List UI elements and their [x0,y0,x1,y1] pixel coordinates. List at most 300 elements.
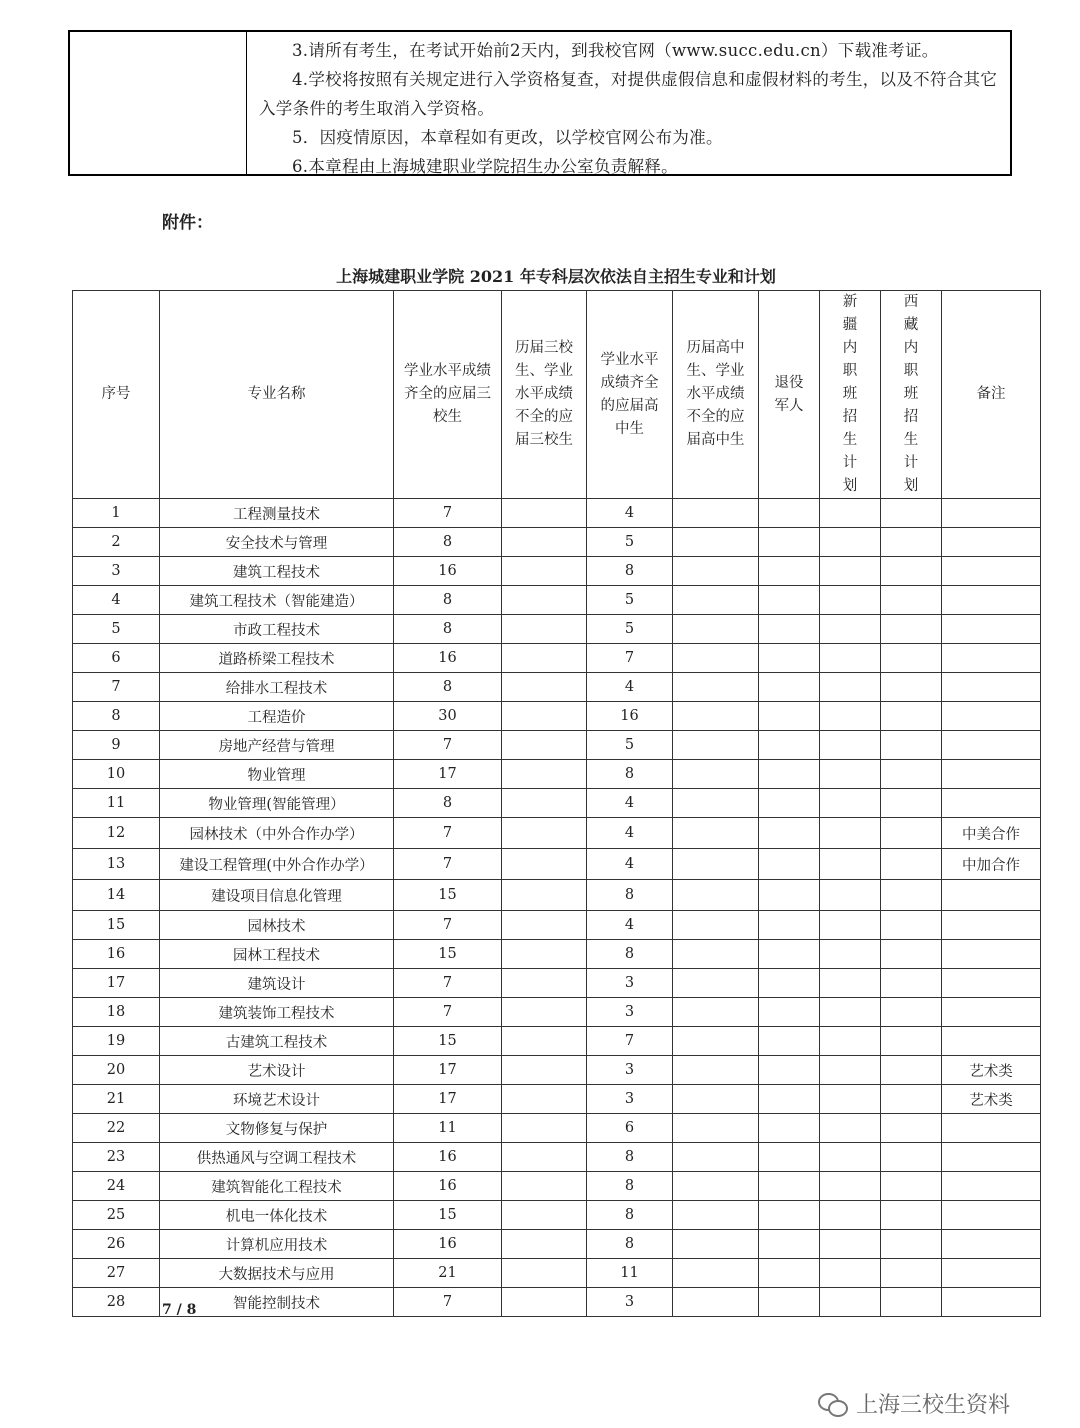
table-row [73,969,1041,998]
cell-note [942,1230,1041,1259]
cell-col-a: 8 [394,615,502,644]
cell-col-a: 7 [394,969,502,998]
table-row [73,1288,1041,1317]
cell-col-g [881,673,942,702]
cell-seq: 11 [73,789,160,818]
table-row [73,1201,1041,1230]
cell-col-a: 16 [394,644,502,673]
cell-col-f [820,499,881,528]
cell-col-a: 7 [394,818,502,849]
cell-col-a: 7 [394,998,502,1027]
cell-col-f [820,998,881,1027]
cell-col-c: 3 [587,998,673,1027]
cell-col-c: 4 [587,673,673,702]
cell-major: 建筑装饰工程技术 [160,998,394,1027]
cell-col-d [673,1027,759,1056]
header-col-e: 退役军人 [759,291,820,499]
cell-col-e [759,1230,820,1259]
cell-col-g [881,1201,942,1230]
cell-col-f [820,911,881,940]
cell-note [942,1114,1041,1143]
cell-col-c: 4 [587,789,673,818]
cell-note [942,557,1041,586]
cell-col-c: 5 [587,615,673,644]
cell-col-f [820,644,881,673]
cell-col-a: 16 [394,1172,502,1201]
cell-col-e [759,911,820,940]
cell-col-d [673,969,759,998]
cell-col-c: 8 [587,880,673,911]
cell-col-c: 3 [587,1056,673,1085]
table-row [73,528,1041,557]
cell-major: 工程测量技术 [160,499,394,528]
cell-col-a: 11 [394,1114,502,1143]
cell-col-c: 8 [587,1143,673,1172]
cell-major: 给排水工程技术 [160,673,394,702]
cell-col-c: 7 [587,1027,673,1056]
cell-major: 物业管理(智能管理） [160,789,394,818]
attachment-label: 附件： [162,213,213,233]
cell-col-a: 17 [394,760,502,789]
cell-col-d [673,702,759,731]
table-header-row [73,291,1041,499]
cell-col-e [759,1201,820,1230]
table-title: 上海城建职业学院 2021 年专科层次依法自主招生专业和计划 [336,267,776,286]
table-row [73,940,1041,969]
cell-major: 园林技术 [160,911,394,940]
table-row [73,1230,1041,1259]
cell-col-g [881,911,942,940]
header-col-f: 新疆内职班招生计划 [820,291,881,499]
cell-col-f [820,1172,881,1201]
cell-col-c: 3 [587,969,673,998]
cell-seq: 17 [73,969,160,998]
cell-col-b [502,1288,587,1317]
cell-col-e [759,1143,820,1172]
cell-col-f [820,586,881,615]
table-row [73,1172,1041,1201]
cell-seq: 27 [73,1259,160,1288]
watermark [818,1388,1010,1419]
cell-col-c: 5 [587,528,673,557]
cell-col-d [673,528,759,557]
cell-col-e [759,1056,820,1085]
cell-col-f [820,1230,881,1259]
cell-col-b [502,1172,587,1201]
cell-col-c: 3 [587,1288,673,1317]
cell-seq: 26 [73,1230,160,1259]
cell-col-g [881,789,942,818]
cell-col-f [820,731,881,760]
table-row [73,1143,1041,1172]
cell-note: 艺术类 [942,1056,1041,1085]
cell-col-a: 8 [394,586,502,615]
cell-col-f [820,789,881,818]
cell-major: 园林技术（中外合作办学） [160,818,394,849]
cell-col-b [502,615,587,644]
cell-note [942,1201,1041,1230]
cell-col-a: 30 [394,702,502,731]
notes-content [247,32,1010,174]
cell-col-b [502,586,587,615]
cell-seq: 25 [73,1201,160,1230]
cell-note [942,615,1041,644]
cell-col-d [673,849,759,880]
cell-col-a: 15 [394,940,502,969]
cell-col-f [820,969,881,998]
cell-major: 工程造价 [160,702,394,731]
cell-col-d [673,818,759,849]
cell-col-b [502,1259,587,1288]
cell-seq: 21 [73,1085,160,1114]
cell-col-b [502,760,587,789]
cell-col-d [673,615,759,644]
cell-col-f [820,557,881,586]
cell-major: 大数据技术与应用 [160,1259,394,1288]
cell-col-g [881,528,942,557]
cell-col-f [820,880,881,911]
note-5: 5．因疫情原因，本章程如有更改，以学校官网公布为准。 [292,128,723,147]
cell-col-g [881,940,942,969]
cell-note [942,731,1041,760]
cell-col-a: 15 [394,1201,502,1230]
cell-col-c: 8 [587,1230,673,1259]
cell-col-d [673,1230,759,1259]
cell-col-c: 8 [587,940,673,969]
cell-col-b [502,911,587,940]
cell-col-d [673,499,759,528]
cell-col-d [673,940,759,969]
cell-col-e [759,586,820,615]
cell-col-e [759,818,820,849]
cell-seq: 3 [73,557,160,586]
note-4: 4.学校将按照有关规定进行入学资格复查，对提供虚假信息和虚假材料的考生，以及不符合其它入学条件的考生取消入学资格。 [259,70,998,118]
header-major: 专业名称 [160,291,394,499]
cell-col-b [502,1201,587,1230]
cell-col-e [759,1172,820,1201]
cell-col-f [820,760,881,789]
table-row [73,849,1041,880]
cell-col-c: 8 [587,760,673,789]
table-row [73,760,1041,789]
cell-col-f [820,1143,881,1172]
table-row [73,1259,1041,1288]
cell-col-b [502,940,587,969]
cell-major: 市政工程技术 [160,615,394,644]
cell-col-g [881,731,942,760]
table-row [73,1056,1041,1085]
header-col-d: 历届高中生、学业水平成绩不全的应届高中生 [673,291,759,499]
cell-col-b [502,880,587,911]
cell-col-a: 15 [394,880,502,911]
header-col-a: 学业水平成绩齐全的应届三校生 [394,291,502,499]
cell-col-g [881,1259,942,1288]
cell-note [942,702,1041,731]
cell-major: 古建筑工程技术 [160,1027,394,1056]
cell-col-g [881,1143,942,1172]
cell-col-f [820,1201,881,1230]
cell-col-g [881,818,942,849]
cell-col-c: 5 [587,731,673,760]
cell-col-b [502,849,587,880]
cell-col-b [502,702,587,731]
cell-col-e [759,760,820,789]
cell-col-a: 7 [394,499,502,528]
table-row [73,1114,1041,1143]
cell-major: 建筑工程技术（智能建造） [160,586,394,615]
cell-col-d [673,911,759,940]
cell-col-d [673,1085,759,1114]
cell-col-f [820,818,881,849]
cell-col-c: 3 [587,1085,673,1114]
cell-col-d [673,998,759,1027]
cell-col-b [502,731,587,760]
cell-col-a: 15 [394,1027,502,1056]
cell-col-c: 8 [587,1201,673,1230]
cell-col-f [820,1027,881,1056]
cell-col-c: 8 [587,557,673,586]
cell-col-a: 16 [394,1230,502,1259]
cell-col-b [502,1230,587,1259]
cell-col-a: 21 [394,1259,502,1288]
cell-col-c: 4 [587,911,673,940]
cell-col-e [759,1085,820,1114]
cell-note [942,789,1041,818]
cell-col-d [673,731,759,760]
cell-note [942,880,1041,911]
cell-note [942,1288,1041,1317]
cell-col-a: 17 [394,1085,502,1114]
cell-col-g [881,1085,942,1114]
cell-col-d [673,1143,759,1172]
cell-col-g [881,1288,942,1317]
cell-col-e [759,1027,820,1056]
cell-major: 艺术设计 [160,1056,394,1085]
watermark-text: 上海三校生资料 [856,1393,1011,1418]
cell-major: 机电一体化技术 [160,1201,394,1230]
cell-seq: 24 [73,1172,160,1201]
cell-col-e [759,499,820,528]
cell-col-c: 8 [587,1172,673,1201]
cell-col-g [881,702,942,731]
cell-col-e [759,702,820,731]
table-row [73,586,1041,615]
cell-col-d [673,1056,759,1085]
cell-col-d [673,1201,759,1230]
cell-col-e [759,673,820,702]
cell-seq: 1 [73,499,160,528]
header-seq: 序号 [73,291,160,499]
cell-major: 房地产经营与管理 [160,731,394,760]
cell-col-d [673,586,759,615]
cell-col-a: 7 [394,731,502,760]
table-row [73,998,1041,1027]
cell-col-g [881,969,942,998]
cell-col-b [502,644,587,673]
cell-col-g [881,1114,942,1143]
cell-note [942,1143,1041,1172]
cell-col-g [881,760,942,789]
cell-major: 环境艺术设计 [160,1085,394,1114]
notes-label-cell [70,32,247,174]
cell-col-b [502,1143,587,1172]
cell-col-f [820,1259,881,1288]
cell-major: 计算机应用技术 [160,1230,394,1259]
cell-col-e [759,880,820,911]
cell-col-d [673,673,759,702]
enrollment-plan-table [72,290,1041,1317]
notes-table [68,30,1012,176]
cell-col-c: 11 [587,1259,673,1288]
cell-col-b [502,998,587,1027]
cell-note [942,673,1041,702]
cell-seq: 13 [73,849,160,880]
cell-col-d [673,1172,759,1201]
cell-col-e [759,557,820,586]
cell-col-g [881,586,942,615]
cell-col-c: 7 [587,644,673,673]
cell-col-f [820,1288,881,1317]
cell-col-g [881,849,942,880]
cell-col-e [759,1259,820,1288]
cell-major: 园林工程技术 [160,940,394,969]
cell-col-b [502,528,587,557]
cell-note: 艺术类 [942,1085,1041,1114]
cell-seq: 6 [73,644,160,673]
cell-col-e [759,789,820,818]
cell-major: 文物修复与保护 [160,1114,394,1143]
cell-seq: 7 [73,673,160,702]
table-row [73,644,1041,673]
cell-col-a: 16 [394,1143,502,1172]
cell-col-f [820,849,881,880]
cell-col-b [502,1056,587,1085]
cell-note [942,499,1041,528]
note-6: 6.本章程由上海城建职业学院招生办公室负责解释。 [292,157,678,176]
cell-col-e [759,528,820,557]
header-col-b: 历届三校生、学业水平成绩不全的应届三校生 [502,291,587,499]
table-row [73,702,1041,731]
cell-seq: 10 [73,760,160,789]
table-row [73,1027,1041,1056]
cell-col-d [673,557,759,586]
cell-seq: 16 [73,940,160,969]
cell-seq: 8 [73,702,160,731]
table-row [73,731,1041,760]
cell-col-d [673,1288,759,1317]
cell-col-f [820,702,881,731]
cell-major: 智能控制技术 [160,1288,394,1317]
cell-major: 道路桥梁工程技术 [160,644,394,673]
header-col-g: 西藏内职班招生计划 [881,291,942,499]
cell-note: 中加合作 [942,849,1041,880]
cell-col-e [759,1114,820,1143]
cell-col-b [502,818,587,849]
cell-major: 物业管理 [160,760,394,789]
table-row [73,673,1041,702]
header-col-c: 学业水平成绩齐全的应届高中生 [587,291,673,499]
cell-col-a: 17 [394,1056,502,1085]
cell-col-f [820,528,881,557]
cell-note [942,1259,1041,1288]
cell-col-e [759,615,820,644]
header-col-h: 备注 [942,291,1041,499]
cell-col-e [759,849,820,880]
cell-col-b [502,557,587,586]
cell-major: 建筑智能化工程技术 [160,1172,394,1201]
cell-col-g [881,557,942,586]
note-3: 3.请所有考生，在考试开始前2天内，到我校官网（www.succ.edu.cn）下载准考证。 [292,41,939,60]
cell-seq: 15 [73,911,160,940]
cell-note [942,528,1041,557]
cell-col-d [673,760,759,789]
cell-note [942,911,1041,940]
cell-col-c: 5 [587,586,673,615]
cell-seq: 18 [73,998,160,1027]
table-row [73,880,1041,911]
cell-col-g [881,499,942,528]
cell-seq: 4 [73,586,160,615]
table-row [73,615,1041,644]
table-row [73,1085,1041,1114]
cell-note [942,1172,1041,1201]
cell-seq: 23 [73,1143,160,1172]
table-row [73,499,1041,528]
cell-major: 建设项目信息化管理 [160,880,394,911]
cell-col-a: 8 [394,673,502,702]
cell-col-g [881,1056,942,1085]
cell-seq: 14 [73,880,160,911]
cell-col-d [673,880,759,911]
table-row [73,789,1041,818]
cell-col-f [820,1085,881,1114]
cell-major: 建设工程管理(中外合作办学） [160,849,394,880]
cell-seq: 2 [73,528,160,557]
table-row [73,818,1041,849]
cell-col-c: 6 [587,1114,673,1143]
cell-seq: 20 [73,1056,160,1085]
cell-col-e [759,969,820,998]
cell-col-e [759,644,820,673]
cell-col-g [881,644,942,673]
cell-col-a: 7 [394,1288,502,1317]
cell-col-f [820,940,881,969]
cell-note [942,940,1041,969]
cell-note [942,998,1041,1027]
cell-col-e [759,940,820,969]
cell-col-a: 8 [394,789,502,818]
cell-col-b [502,673,587,702]
cell-col-a: 7 [394,849,502,880]
table-row [73,557,1041,586]
cell-seq: 5 [73,615,160,644]
cell-col-e [759,731,820,760]
cell-note [942,760,1041,789]
cell-col-c: 16 [587,702,673,731]
cell-col-e [759,998,820,1027]
cell-col-d [673,644,759,673]
cell-note [942,586,1041,615]
cell-major: 供热通风与空调工程技术 [160,1143,394,1172]
cell-col-g [881,1230,942,1259]
cell-major: 建筑设计 [160,969,394,998]
table-row [73,911,1041,940]
cell-note: 中美合作 [942,818,1041,849]
cell-seq: 9 [73,731,160,760]
cell-col-b [502,1027,587,1056]
cell-col-d [673,789,759,818]
wechat-icon [818,1391,848,1417]
